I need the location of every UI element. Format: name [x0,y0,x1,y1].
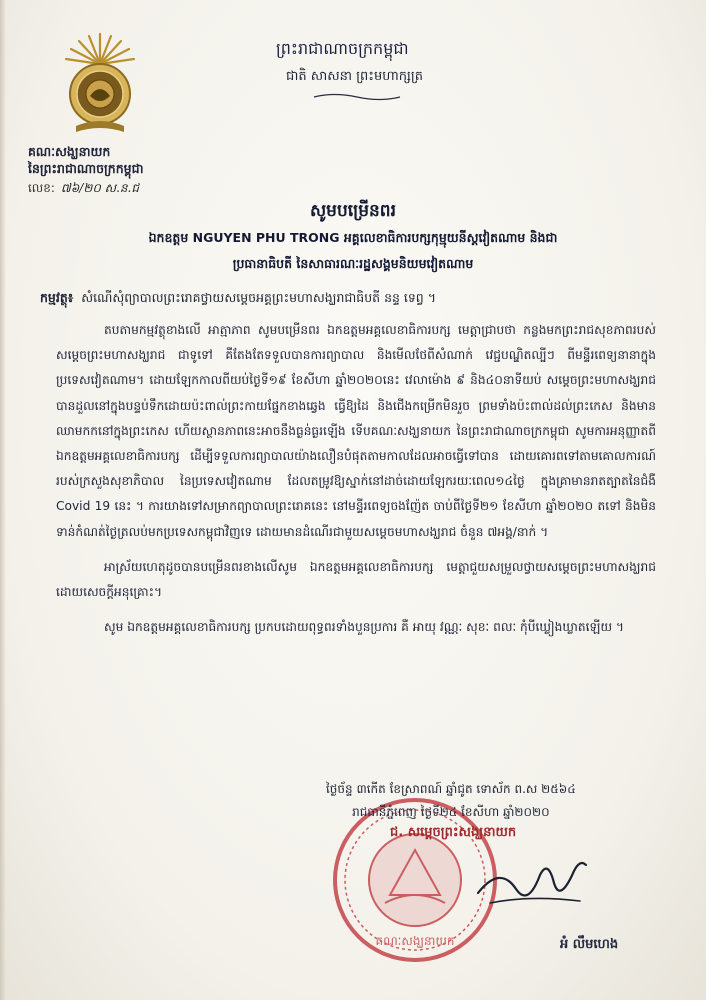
handwritten-signature-icon [470,845,590,915]
motto-ornament-icon [312,92,402,102]
committee-line-2: នៃព្រះរាជាណាចក្រកម្ពុជា [28,161,144,176]
letter-title: សូមបម្រើនពរ [310,201,396,221]
date-block [326,778,576,824]
subject-line [40,290,436,309]
reference-value: ៧៦/២០ ស.ន.ជ [60,181,139,195]
solar-date: រាជធានីភ្នំពេញ ថ្ងៃទី២៤ ខែសីហា ឆ្នាំ២០២០ [352,805,550,819]
lunar-date: ថ្ងៃច័ន្ទ ៣កើត ខែស្រាពណ៍ ឆ្នាំជូត ទោស័ក ព.ស ២៥៦៤ [326,782,576,796]
signer-name: អំ លឹមហេង [560,937,619,952]
scan-edge-shadow [0,0,6,1000]
recipient-line-1: ឯកឧត្តម NGUYEN PHU TRONG អគ្គលេខាធិការបក្សកុម្មុយនីស្តវៀតណាម និងជា [148,230,558,245]
body-paragraph-2: អាស្រ័យហេតុដូចបានបម្រើនពរខាងលើសូម ឯកឧត្តមអគ្គលេខាធិការបក្ស មេត្តាជួយសម្រួលថ្វាយសម្ដេចព្រះមហាសង្ឃរាជ ដោយសេចក្ដីអនុគ្រោះ។ [56,559,656,600]
signer-title: ជ. សម្ដេចព្រះសង្ឃនាយក [390,825,517,840]
seal-text: គណៈសង្ឃនាយក [375,934,455,948]
reference-label: លេខ: [28,181,55,195]
subject-text: សំណើសុំព្យាបាលព្រះរោគថ្វាយសម្ដេចអគ្គព្រះមហាសង្ឃរាជាធិបតី នន្ទ ទេព្វ ។ [81,290,436,305]
recipient-line-2: ប្រធានាធិបតី នៃសាធារណៈរដ្ឋសង្គមនិយមវៀតណាម [232,256,474,271]
kingdom-heading: ព្រះរាជាណាចក្រកម្ពុជា [276,39,409,58]
sangha-emblem-icon [62,28,138,138]
body-paragraph-3: សូម ឯកឧត្តមអគ្គលេខាធិការបក្ស ប្រកបដោយពុទ្ធពរទាំងបួនប្រការ គឺ អាយុ វណ្ណៈ សុខៈ ពលៈ កុំបីឃ្លៀងឃ្លាតឡើយ ។ [104,620,624,635]
body-paragraph-1: តបតាមកម្មវត្ថុខាងលើ អាត្មាភាព សូមបម្រើនពរ ឯកឧត្តមអគ្គលេខាធិការបក្ស មេត្តាជ្រាបថា កន្លងមកព្រះរាជសុខភាពរបស់សម្ដេចព្រះមហាសង្ឃរាជ ជាទូទៅ គឺតែងតែទទួលបានការព្យាបាល និងមើលថែពីសំណាក់ វេជ្ជបណ្ឌិតល្បីៗ ពីមន្ទីរពេទ្យនានាក្នុងប្រទេសវៀតណាម។ ដោយឡែកកាលពីយប់ថ្ងៃទី១៩ ខែសីហា ឆ្នាំ២០២០នេះ វេលាម៉ោង ៩ និង៤០នាទីយប់ សម្ដេចព្រះមហាសង្ឃរាជ បានដួលនៅក្នុងបន្ទប់ទឹកដោយប៉ះពាល់ព្រះកាយផ្នែកខាងឆ្វេង ធ្វើឱ្យដៃ និងជើងកម្រើកមិនរួច ព្រមទាំងប៉ះពាល់ដល់ព្រះកេស និងមានឈាមកកនៅក្នុងព្រះកេស ហើយស្ថានភាពនេះអាចនឹងធ្ងន់ធ្ងរឡើង ទើបគណៈសង្ឃនាយក នៃព្រះរាជាណាចក្រកម្ពុជា សូមការអនុញ្ញាតពី ឯកឧត្តមអគ្គលេខាធិការបក្ស ដើម្បីទទួលការព្យាបាលយ៉ាងលឿនបំផុតតាមកាលដែលអាចធ្វើទៅបាន ដោយគោរពទៅតាមគោលការណ៍ របស់ក្រសួងសុខាភិបាល នៃប្រទេសវៀតណាម ដែលតម្រូវឱ្យស្នាក់នៅដាច់ដោយឡែករយៈពេល១៤ថ្ងៃ ក្នុងគ្រាមានរាតត្បាតនៃជំងឺ Covid 19 នេះ ។ ការយាងទៅសម្រាកព្យាបាលព្រះរោគនេះ នៅមន្ទីរពេទ្យចងញ៉ែត ចាប់ពីថ្ងៃទី២១ ខែសីហា ឆ្នាំ២០២០ តទៅ និងមិនទាន់កំណត់ថ្ងៃត្រលប់មកប្រទេសកម្ពុជាវិញទេ ដោយមានដំណើរជាមួយសម្ដេចមហាសង្ឃរាជ ចំនួន ៧អង្គ/នាក់ ។ [56,323,656,539]
national-motto: ជាតិ សាសនា ព្រះមហាក្សត្រ [286,69,423,84]
committee-line-1: គណៈសង្ឃនាយក [28,144,111,159]
letter-body [56,318,656,640]
reference-number [28,180,139,198]
issuing-committee [28,143,143,177]
subject-label: កម្មវត្ថុ៖ [40,290,74,305]
